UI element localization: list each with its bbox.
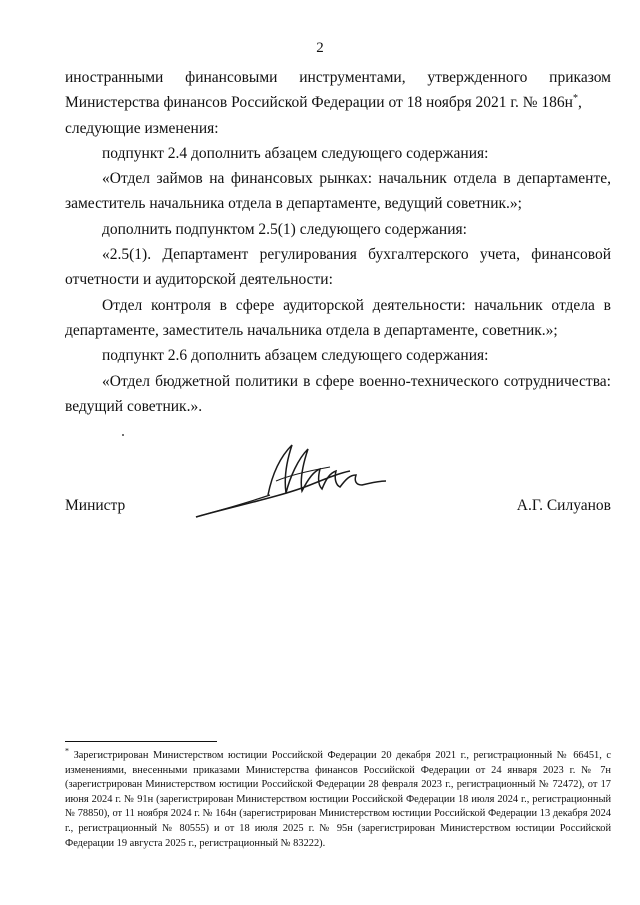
footnote-divider [65, 741, 217, 742]
footnote [65, 746, 611, 851]
paragraph-7: подпункт 2.6 дополнить абзацем следующего содержания: [102, 347, 489, 365]
paragraph-1-line-2 [65, 90, 611, 115]
paragraph-8: «Отдел бюджетной политики в сфере военно-технического сотрудничества: ведущий советник.». [65, 372, 611, 415]
paragraph-4: дополнить подпунктом 2.5(1) следующего содержания: [102, 220, 467, 238]
paragraph-1-line-1: иностранными финансовыми инструментами, утвержденного приказом [65, 69, 611, 86]
paragraph-1-line-2-text: Министерства финансов Российской Федерации от 18 ноября 2021 г. № 186н [65, 94, 573, 112]
paragraph-3: «Отдел займов на финансовых рынках: начальник отдела в департаменте, заместитель начальника отдела в департаменте, ведущий советник.»; [65, 170, 611, 213]
paragraph-6: Отдел контроля в сфере аудиторской деятельности: начальник отдела в департаменте, заместитель начальника отдела в департаменте, советник.»; [65, 296, 611, 339]
signatory-name: А.Г. Силуанов [516, 497, 611, 514]
footnote-reference: * [572, 93, 578, 105]
handwritten-signature [190, 435, 390, 525]
page-number: 2 [316, 40, 324, 56]
footnote-marker: * [65, 746, 69, 756]
ink-dot [122, 434, 124, 436]
paragraph-2: подпункт 2.4 дополнить абзацем следующего содержания: [102, 144, 489, 162]
paragraph-1-line-3: следующие изменения: [65, 119, 219, 137]
paragraph-5: «2.5(1). Департамент регулирования бухгалтерского учета, финансовой отчетности и аудиторской деятельности: [65, 246, 611, 289]
paragraph-1-line-2-end: , [577, 94, 582, 112]
document-body [65, 65, 611, 419]
footnote-text: Зарегистрирован Министерством юстиции Российской Федерации 20 декабря 2021 г., регистрационный № 66451, с изменениями, внесенными приказами Министерства финансов Российской Федерации от 24 января 2023 г. № 7н (зарегистрирован Министерством юстиции Российской Федерации 28 февраля 2023 г., регистрационный № 72472), от 17 июня 2024 г. № 91н (зарегистрирован Министерством юстиции Российской Федерации 18 июля 2024 г., регистрационный № 78850), от 11 ноября 2024 г. № 164н (зарегистрирован Министерством юстиции Российской Федерации 13 декабря 2024 г., регистрационный № 80555) и от 18 июля 2025 г. № 95н (зарегистрирован Министерством юстиции Российской Федерации 19 августа 2025 г., регистрационный № 83222). [65, 750, 611, 849]
signatory-position: Министр [65, 497, 126, 514]
